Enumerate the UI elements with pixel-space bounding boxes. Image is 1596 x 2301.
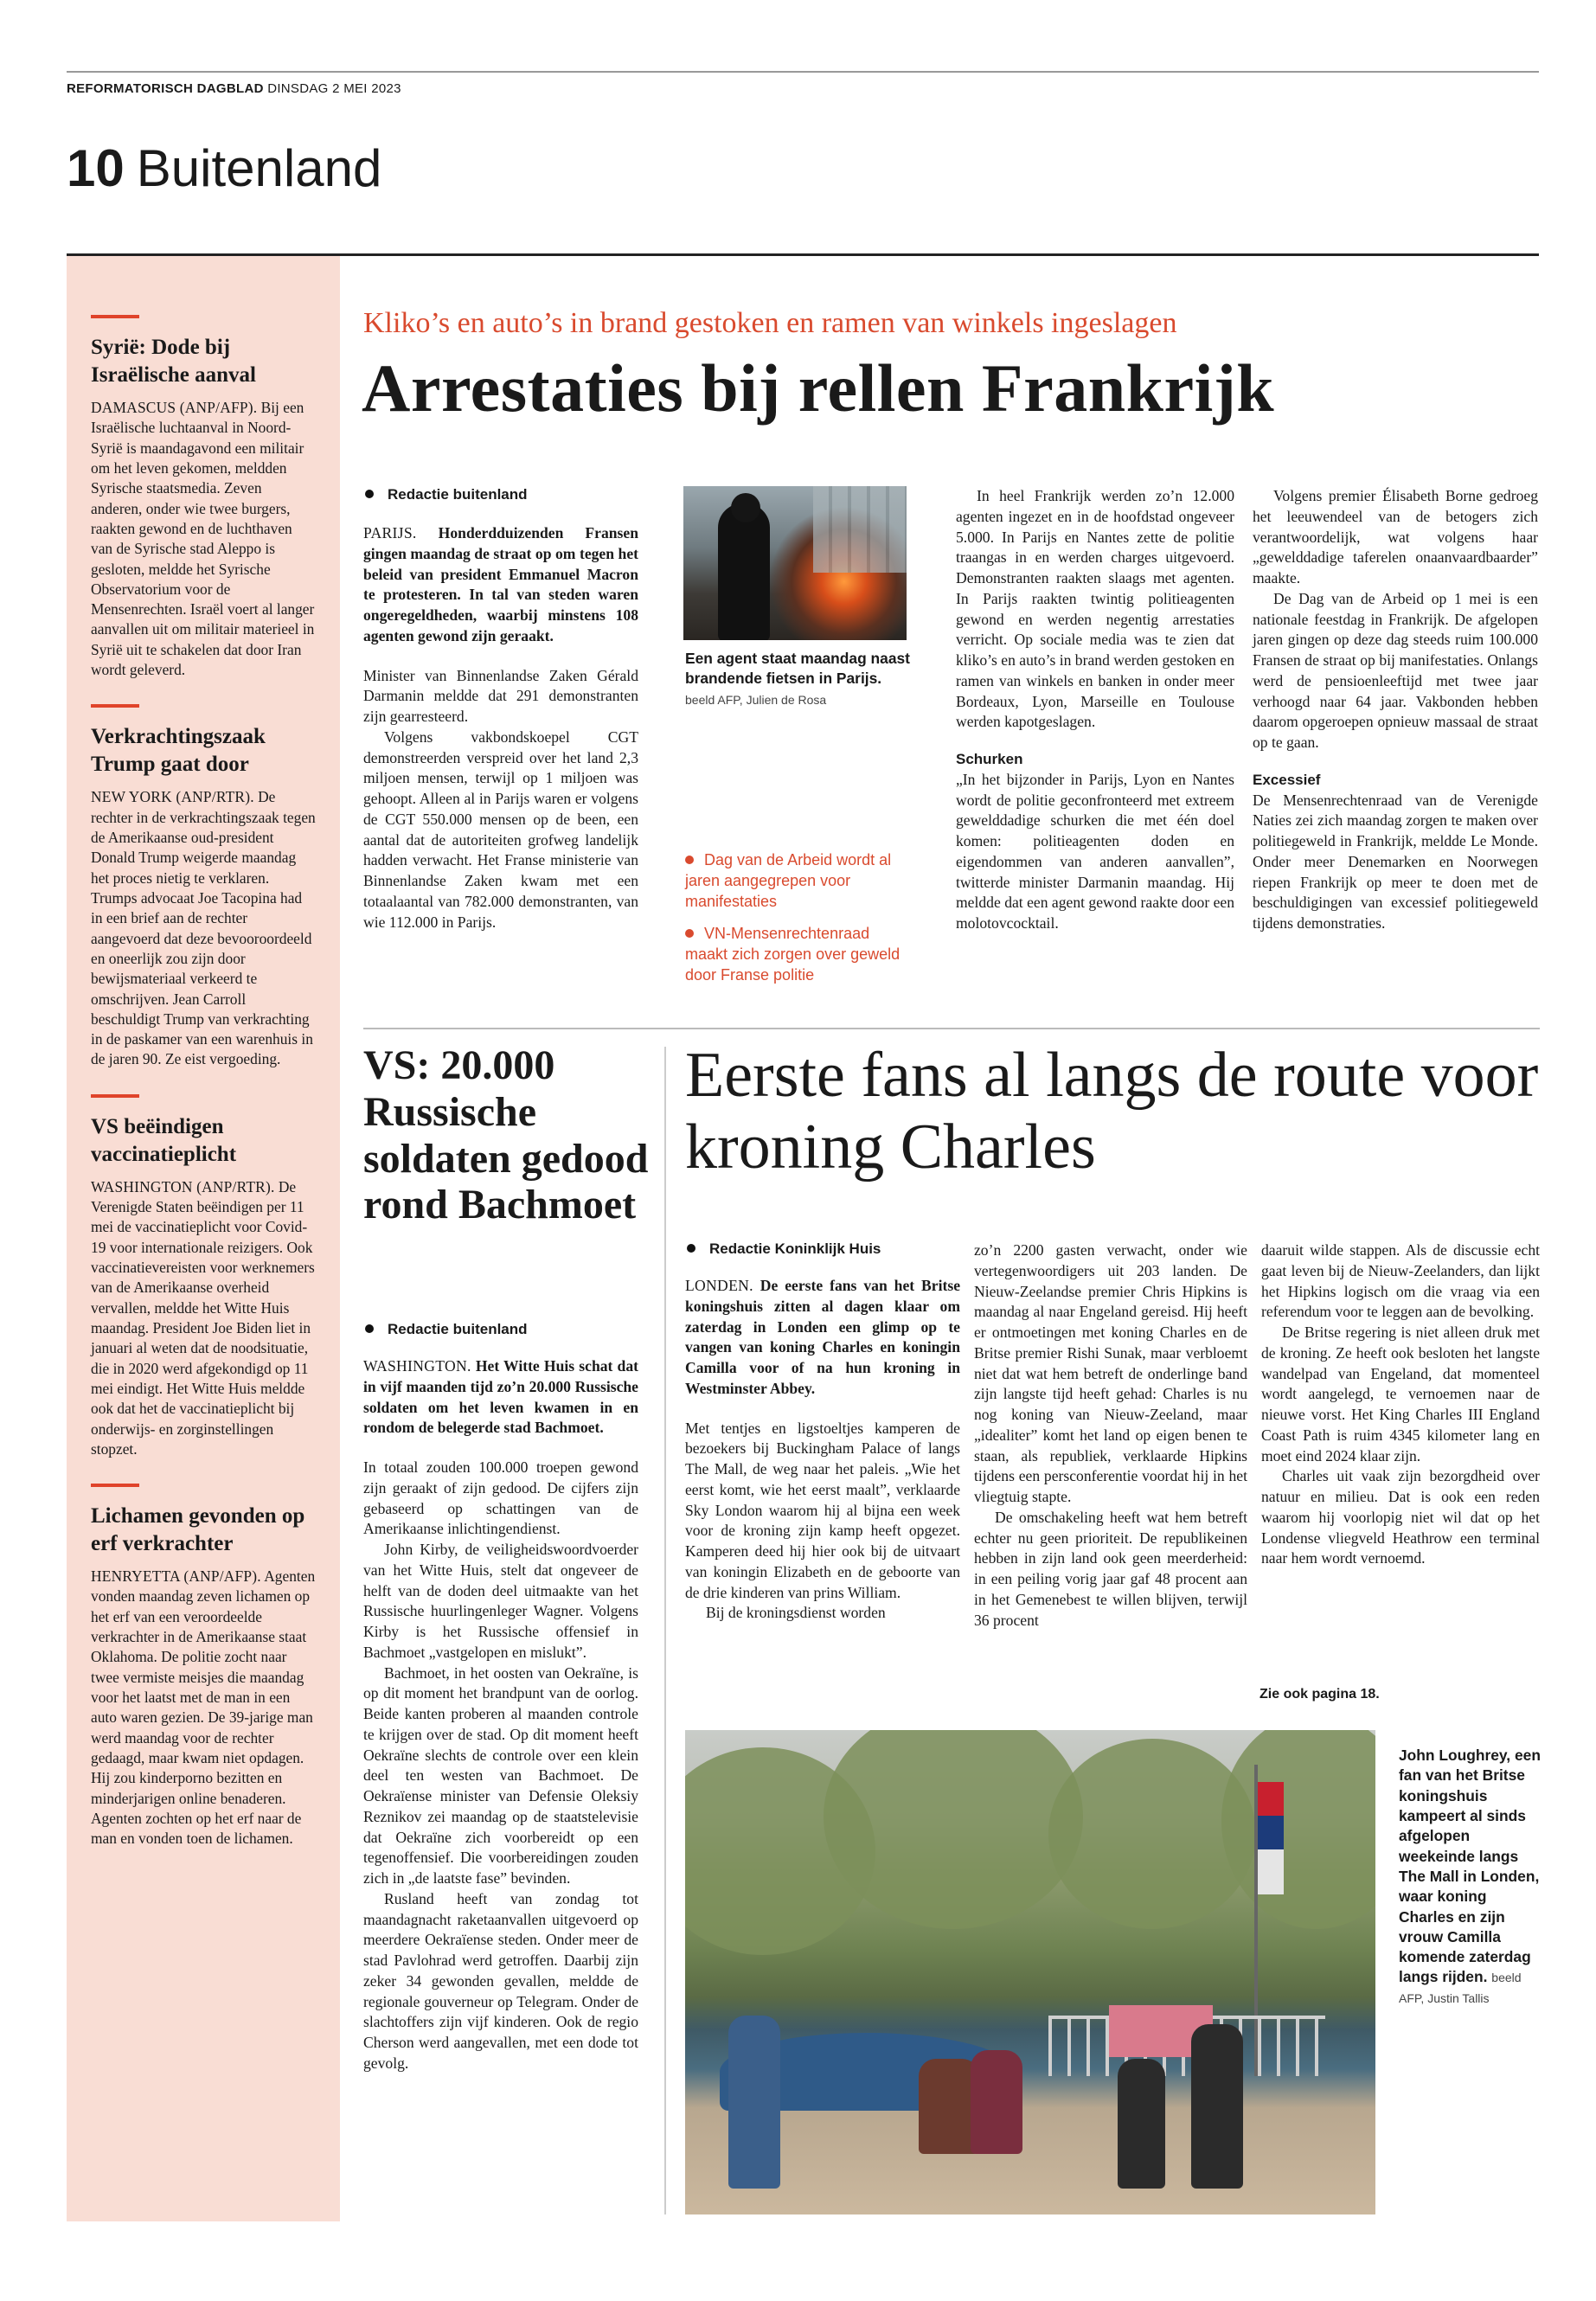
article1-column-1 [363,523,638,933]
the-mall-photo [685,1730,1375,2214]
photo-person-cyclist [1191,2024,1243,2189]
brief-title: Syrië: Dode bij Israëlische aanval [91,336,256,387]
top-rule [67,71,1539,73]
masthead [67,81,401,96]
article3-paragraph: De Britse regering is niet alleen druk met de kroning. Ze heeft ook besloten het langste wandelpad van Engeland, dat momenteel wordt aangelegd, te vernoemen naar de nieuwe vorst. Het King Charles III England Coast Path is ruim 4345 kilometer lang en moet eind 2024 klaar zijn. [1261,1324,1540,1465]
article3-lead-text: De eerste fans van het Britse koningshuis zitten al dagen klaar om zaterdag in Londen een glimp op te vangen van koning Charles en koningin Camilla voor of na hun kroning in Westminster Abbey. [685,1277,961,1397]
news-briefs-sidebar [67,256,340,2221]
article2-headline: VS: 20.000 Russische soldaten gedood rond Bachmoet [363,1042,649,1228]
brief-dateline: HENRYETTA (ANP/AFP). [91,1567,261,1586]
article3-column-2 [974,1240,1247,1631]
brief-title: Verkrachtingszaak Trump gaat door [91,725,266,777]
the-mall-photo-caption [1399,1746,1542,2008]
brief-dateline: NEW YORK (ANP/RTR). [91,788,254,806]
article3-paragraph: De omschakeling heeft wat hem betreft echter nu geen prioriteit. De republikeinen hebben in zijn land ook geen meerderheid: in een peiling vorig jaar gaf 48 procent aan in het Gemenebest te willen blijven, terwijl 36 procent [974,1508,1247,1629]
photo-credit: beeld AFP, Justin Tallis [1399,1971,1522,2005]
article1-paragraph: Volgens vakbondskoepel CGT demonstreerden verspreid over het land 2,3 miljoen mensen, terwijl op 1 miljoen was gehoopt. Alleen al in Parijs waren er volgens de CGT 550.000 mensen op de been, een aantal dat de autoriteiten grofweg landelijk hadden verwacht. Het Franse ministerie van Binnenlandse Zaken kwam met een totaalaantal van 782.000 demonstranten, van wie 112.000 in Parijs. [363,727,638,931]
article3-column-1 [685,1276,960,1624]
article1-byline [365,486,528,503]
article2-paragraph: In totaal zouden 100.000 troepen gewond zijn geraakt of zijn gedood. De cijfers zijn gebaseerd op schattingen van de Amerikaanse inlichtingendienst. [363,1458,638,1538]
brief-body: Agenten vonden maandag zeven lichamen op het erf van een veroordeelde verkrachter in de Amerikaanse staat Oklahoma. De politie zocht naar twee vermiste meisjes die maandag voor het laatst met de man in een auto waren gezien. De 39-jarige man werd maandag voor de rechter gedaagd, maar kwam niet opdagen. Hij zou kinderporno bezitten en minderjarigen online benaderen. Agenten zochten op het erf naar de man en vonden toen de lichamen. [91,1567,316,1848]
article1-paragraph: In heel Frankrijk werden zo’n 12.000 agenten ingezet en in de hoofdstad ongeveer 5.000. In Parijs en Nantes zette de politie traangas in en werden charges uitgevoerd. Demonstranten raakten slaags met agenten. In Parijs raakten twintig politieagenten gewond en werden negentig arrestaties verricht. Op sociale media was te zien dat kliko’s en auto’s in brand werden gestoken en ramen van winkels en banken in onder meer Bordeaux, Lyon, Marseille en Toulouse werden kapotgeslagen. [956,487,1234,731]
bullet-icon [685,929,694,938]
article1-lead [363,523,638,647]
page-number: 10 [67,139,125,197]
brief-dash [91,1094,139,1098]
byline-text: Redactie buitenland [388,486,528,503]
article3-headline: Eerste fans al langs de route voor kroning Charles [685,1040,1539,1183]
article3-paragraph: daaruit wilde stappen. Als de discussie echt gaat leven bij de Nieuw-Zeelanders, dan lijkt het Hipkins logisch om die vraag via een referendum voor te leggen aan de bevolking. [1261,1241,1540,1321]
article1-lead-text: Honderdduizenden Fransen gingen maandag de straat op om tegen het beleid van president Emmanuel Macron te protesteren. In tal van steden waren ongeregeldheden, waarbij minstens 108 agenten gewond zijn geraakt. [363,524,638,644]
article3-dateline: LONDEN. [685,1277,753,1294]
article2-paragraph: Rusland heeft van zondag tot maandagnacht raketaanvallen uitgevoerd op meerdere Oekraïense steden. Onder meer de stad Pavlohrad werd getroffen. Daarbij zijn zeker 34 gewonden gevallen, meldde de regionale gouverneur op Telegram. Onder de slachtoffers zijn vijf kinderen. Ook de regio Cherson werd aangevallen, met een dode tot gevolg. [363,1889,638,2072]
photo-officer-silhouette [718,503,770,640]
caption-text: Een agent staat maandag naast brandende fietsen in Parijs. [685,650,910,688]
article1-paragraph: De Mensenrechtenraad van de Verenigde Naties zei zich maandag zorgen te maken over politiegeweld in Frankrijk, meldde Le Monde. Onder meer Denemarken en Noorwegen riepen Frankrijk op meer te doen met de beschuldigingen van excessief politiegeweld tijdens demonstraties. [1253,791,1538,933]
brief-dash [91,1484,139,1487]
riot-photo-caption [685,649,910,709]
brief-text [91,787,316,1069]
byline-bullet-icon [365,490,374,498]
brief-text [91,1177,316,1459]
issue-date: DINSDAG 2 MEI 2023 [267,81,401,96]
photo-union-flag [1258,1782,1284,1894]
brief-body: De Verenigde Staten beëindigen per 11 mei de vaccinatieplicht voor Covid-19 voor internationale reizigers. Ook vaccinatievereisten voor werknemers van de Amerikaanse overheid vervallen, meldde het Witte Huis maandag. President Joe Biden liet in januari al weten dat de noodsituatie, die in 2020 werd afgekondigd op 11 mei eindigt. Het Witte Huis meldde ook dat het de vaccinatieplicht bij onderwijs- en zorginstellingen stopzet. [91,1177,315,1458]
article1-subhead: Excessief [1253,771,1321,788]
bullet-icon [685,856,694,864]
photo-credit: beeld AFP, Julien de Rosa [685,692,827,707]
byline-bullet-icon [687,1244,695,1253]
brief-trump [91,704,316,1069]
riot-photo [683,486,907,640]
byline-text: Redactie Koninklijk Huis [709,1240,881,1257]
article3-paragraph: Charles uit vaak zijn bezorgdheid over natuur en milieu. Dat is ook een reden waarom hij voorlopig niet wil dat op het Londense vliegveld Heathrow een terminal naar hem wordt vernoemd. [1261,1467,1540,1567]
article1-column-3 [956,486,1234,934]
article1-column-4 [1253,486,1538,934]
brief-body: De rechter in de verkrachtingszaak tegen de Amerikaanse oud-president Donald Trump weigerde maandag het proces nietig te verklaren. Trumps advocaat Joe Tacopina had in een brief aan de rechter aangevoerd dat deze bevooroordeeld en oneerlijk zou zijn door bewijsmateriaal verkeerd te omschrijven. Jean Carroll beschuldigt Trump van verkrachting in de paskamer van een warenhuis in de jaren 90. Ze eist vergoeding. [91,788,316,1068]
brief-title: VS beëindigen vaccinatieplicht [91,1114,237,1166]
article1-paragraph: Volgens premier Élisabeth Borne gedroeg het leeuwendeel van de betogers zich verantwoordelijk, wat volgens haar „gewelddadige taferelen onaanvaardbaarder” maakte. [1253,487,1538,586]
article2-paragraph: John Kirby, de veiligheidswoordvoerder van het Witte Huis, stelt dat ongeveer de helft van de doden deel uitmaakte van het Russische huurlingenleger Wagner. Volgens Kirby is het Russische offensief in Bachmoet „vastgelopen en mislukt”. [363,1541,638,1661]
highlight-item: Dag van de Arbeid wordt al jaren aangegrepen voor manifestaties [685,851,892,910]
article1-highlights [685,850,910,998]
brief-dash [91,704,139,708]
brief-dash [91,315,139,318]
article3-paragraph: Met tentjes en ligstoeltjes kamperen de bezoekers bij Buckingham Palace of langs The Mall, de weg naar het paleis. „Wie het eerst komt, wie het eerst maalt”, verklaarde Sky London waarom hij al bijna een week voor de kroning zijn kamp heeft opgezet. Kamperen deed hij hier ook bij de uitvaart van koningin Elizabeth en de geboorte van de drie kinderen van prins William. [685,1419,960,1601]
article2-paragraph: Bachmoet, in het oosten van Oekraïne, is op dit moment het brandpunt van de oorlog. Beide kanten proberen al maanden controle te krijgen over de stad. Op dit moment heeft Oekraïne slechts de controle over een klein deel ten westen van Bachmoet. De Oekraïense minister van Defensie Oleksiy Reznikov zei maandag op de staatstelevisie dat Oekraïne zich voorbereidt op een tegenoffensief. Die voorbereidingen zouden zich in „de laatste fase” bevinden. [363,1663,638,1887]
article2-byline [365,1321,528,1338]
article3-column-3 [1261,1240,1540,1569]
article1-headline: Arrestaties bij rellen Frankrijk [362,350,1275,426]
brief-title: Lichamen gevonden op erf verkrachter [91,1504,305,1556]
highlight-item: VN-Mensenrechtenraad maakt zich zorgen over geweld door Franse politie [685,925,901,984]
photo-helmet [731,493,760,522]
caption-text: John Loughrey, een fan van het Britse koningshuis kampeert al sinds afgelopen weekeinde langs The Mall in Londen, waar koning Charles en zijn vrouw Camilla komende zaterdag langs rijden. [1399,1747,1541,1986]
photo-person-seated [971,2050,1022,2154]
brief-text [91,398,316,680]
brief-vaccination [91,1094,316,1459]
article1-paragraph: De Dag van de Arbeid op 1 mei is een nationale feestdag in Frankrijk. De afgelopen jaren gingen op deze dag steeds ruim 100.000 Fransen de straat op bij manifestaties. Onlangs werd de pensioenleeftijd met twee jaar verhoogd naar 64 jaar. Vakbonden hebben daarom opgeroepen opnieuw massaal de straat op te gaan. [1253,589,1538,751]
brief-text [91,1567,316,1849]
mid-rule [363,1028,1540,1029]
section-header [67,139,382,197]
article1-paragraph: „In het bijzonder in Parijs, Lyon en Nantes wordt de politie geconfronteerd met extreem gewelddadige schurken die met één doel komen: politieagenten doden en eigendommen van anderen aanvallen”, twitterde minister Darmanin maandag. Hij meldde dat een agent gewond raakte door een molotovcocktail. [956,770,1234,933]
paper-name: REFORMATORISCH DAGBLAD [67,81,264,96]
brief-body: Bij een Israëlische luchtaanval in Noord-Syrië is maandagavond een militair om het leven gekomen, meldden Syrische staatsmedia. Zeven anderen, onder wie twee burgers, raakten gewond en de luchthaven van de Syrische stad Aleppo is gesloten, meldde het Syrische Observatorium voor de Mensenrechten. Israël voert al langer aanvallen uit om militair materieel in Syrië uit te schakelen dat door Iran wordt geleverd. [91,399,315,679]
article3-paragraph: Bij de kroningsdienst worden [706,1604,886,1622]
photo-building [813,486,907,573]
photo-person-standing [1118,2059,1165,2189]
article2-body [363,1356,638,2074]
byline-text: Redactie buitenland [388,1321,528,1337]
article1-kicker: Kliko’s en auto’s in brand gestoken en ramen van winkels ingeslagen [363,307,1177,339]
column-rule [664,1047,666,2214]
see-also-reference: Zie ook pagina 18. [1259,1687,1380,1702]
photo-person-backpack [728,2016,780,2189]
photo-tree [1221,1730,1375,1929]
article3-byline [687,1240,881,1258]
article1-dateline: PARIJS. [363,524,417,542]
article1-paragraph: Minister van Binnenlandse Zaken Gérald Darmanin meldde dat 291 demonstranten zijn gearresteerd. [363,666,638,725]
article3-lead [685,1276,960,1400]
byline-bullet-icon [365,1324,374,1333]
brief-dateline: DAMASCUS (ANP/AFP). [91,399,258,416]
brief-syria [91,315,316,680]
brief-dateline: WASHINGTON (ANP/RTR). [91,1177,275,1195]
article1-subhead: Schurken [956,751,1023,767]
section-name: Buitenland [136,139,382,197]
article2-lead-text: Het Witte Huis schat dat in vijf maanden tijd zo’n 20.000 Russische soldaten om het leven kwamen in en rondom de belegerde stad Bachmoet. [363,1357,638,1437]
brief-henryetta [91,1484,316,1849]
article3-paragraph: zo’n 2200 gasten verwacht, onder wie vertegenwoordigers uit 203 landen. De Nieuw-Zeelandse premier Chris Hipkins is maandag al naar Engeland gereisd. Hij heeft er ontmoetingen met koning Charles en de Britse premier Rishi Sunak, maar verbloemt niet dat wat hem betreft de onderlinge band zijn langste tijd heeft gehad: Charles is nu nog koning van Nieuw-Zeeland, maar „idealiter” komt het land op eigen benen te staan, als republiek, verklaarde Hipkins tijdens een persconferentie voordat hij in het vliegtuig stapte. [974,1241,1247,1505]
article2-lead [363,1356,638,1439]
article2-dateline: WASHINGTON. [363,1357,471,1375]
